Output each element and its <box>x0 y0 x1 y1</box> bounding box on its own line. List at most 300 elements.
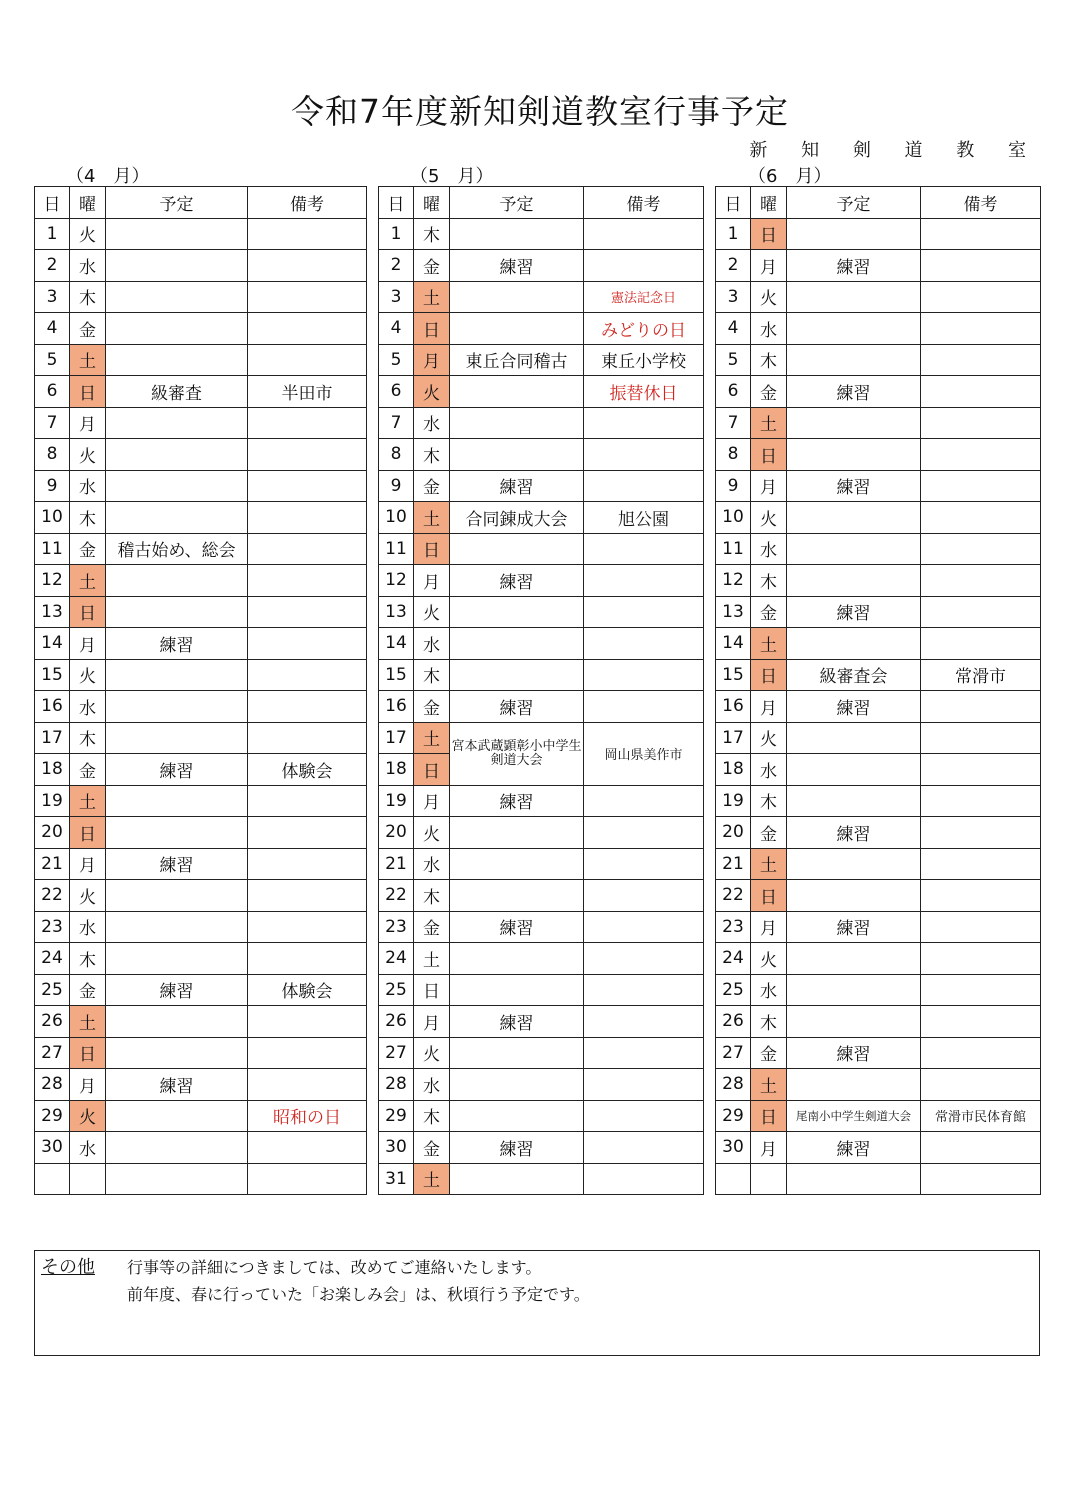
day-cell: 23 <box>716 911 751 943</box>
day-cell: 18 <box>716 754 751 786</box>
schedule-table-april <box>34 186 367 1195</box>
table-row <box>379 691 704 723</box>
day-cell <box>716 1163 751 1195</box>
weekday-cell: 火 <box>751 722 787 754</box>
plan-cell <box>106 250 248 282</box>
table-row <box>35 281 367 313</box>
day-cell: 7 <box>716 407 751 439</box>
weekday-cell: 金 <box>70 974 106 1006</box>
day-cell: 27 <box>35 1037 70 1069</box>
plan-cell <box>787 848 921 880</box>
weekday-cell: 日 <box>751 218 787 250</box>
day-cell: 15 <box>716 659 751 691</box>
day-cell: 6 <box>379 376 414 408</box>
table-row <box>379 439 704 471</box>
day-cell: 16 <box>35 691 70 723</box>
day-cell: 5 <box>379 344 414 376</box>
remarks-cell <box>584 533 704 565</box>
plan-cell: 練習 <box>450 470 584 502</box>
table-row <box>716 722 1041 754</box>
weekday-cell: 火 <box>70 1100 106 1132</box>
day-cell: 29 <box>716 1100 751 1132</box>
day-cell: 3 <box>716 281 751 313</box>
weekday-cell: 土 <box>414 281 450 313</box>
remarks-cell <box>584 1069 704 1101</box>
remarks-cell <box>921 1069 1041 1101</box>
remarks-cell <box>921 407 1041 439</box>
day-cell: 5 <box>35 344 70 376</box>
header-day: 日 <box>716 187 751 219</box>
remarks-cell <box>584 565 704 597</box>
table-row <box>716 250 1041 282</box>
day-cell: 29 <box>35 1100 70 1132</box>
plan-cell: 尾南小中学生剣道大会 <box>787 1100 921 1132</box>
day-cell: 27 <box>379 1037 414 1069</box>
day-cell: 9 <box>35 470 70 502</box>
table-row <box>35 1100 367 1132</box>
table-row <box>35 596 367 628</box>
remarks-cell: 常滑市民体育館 <box>921 1100 1041 1132</box>
day-cell: 17 <box>716 722 751 754</box>
table-row <box>379 596 704 628</box>
table-row <box>35 250 367 282</box>
remarks-cell: 半田市 <box>248 376 367 408</box>
plan-cell <box>787 1069 921 1101</box>
weekday-cell: 月 <box>751 470 787 502</box>
table-row <box>35 344 367 376</box>
day-cell: 8 <box>379 439 414 471</box>
table-row <box>716 911 1041 943</box>
table-row <box>35 628 367 660</box>
weekday-cell: 月 <box>70 1069 106 1101</box>
table-row <box>379 943 704 975</box>
weekday-cell: 月 <box>414 1006 450 1038</box>
day-cell: 14 <box>716 628 751 660</box>
page-title: 令和7年度新知剣道教室行事予定 <box>291 92 789 131</box>
weekday-cell: 土 <box>414 502 450 534</box>
day-cell: 21 <box>35 848 70 880</box>
remarks-cell: 体験会 <box>248 974 367 1006</box>
table-row <box>716 502 1041 534</box>
remarks-cell <box>248 218 367 250</box>
plan-cell: 練習 <box>450 911 584 943</box>
table-row <box>379 218 704 250</box>
remarks-cell <box>584 439 704 471</box>
table-row <box>35 470 367 502</box>
plan-cell: 練習 <box>106 754 248 786</box>
weekday-cell <box>751 1163 787 1195</box>
remarks-cell <box>584 407 704 439</box>
table-row <box>379 502 704 534</box>
plan-cell <box>106 1006 248 1038</box>
weekday-cell: 日 <box>414 754 450 786</box>
weekday-cell: 金 <box>414 911 450 943</box>
remarks-cell <box>921 502 1041 534</box>
day-cell: 27 <box>716 1037 751 1069</box>
plan-cell <box>106 691 248 723</box>
table-row <box>379 376 704 408</box>
remarks-cell <box>921 817 1041 849</box>
day-cell: 11 <box>379 533 414 565</box>
plan-cell <box>787 943 921 975</box>
plan-cell <box>450 407 584 439</box>
schedule-table-may <box>378 186 704 1195</box>
plan-cell: 練習 <box>787 376 921 408</box>
header-remarks: 備考 <box>921 187 1041 219</box>
plan-cell <box>106 596 248 628</box>
remarks-cell <box>248 565 367 597</box>
plan-cell: 練習 <box>450 250 584 282</box>
remarks-cell <box>248 1006 367 1038</box>
day-cell: 19 <box>716 785 751 817</box>
weekday-cell: 水 <box>414 1069 450 1101</box>
plan-cell <box>787 502 921 534</box>
day-cell: 13 <box>35 596 70 628</box>
day-cell: 2 <box>35 250 70 282</box>
weekday-cell: 金 <box>414 470 450 502</box>
weekday-cell: 木 <box>414 439 450 471</box>
plan-cell: 練習 <box>787 470 921 502</box>
remarks-cell: 東丘小学校 <box>584 344 704 376</box>
table-row <box>35 439 367 471</box>
month-label-april: （4 月） <box>66 166 150 187</box>
weekday-cell: 火 <box>414 596 450 628</box>
weekday-cell: 月 <box>70 848 106 880</box>
plan-cell <box>787 313 921 345</box>
day-cell: 15 <box>35 659 70 691</box>
remarks-cell <box>584 470 704 502</box>
weekday-cell: 金 <box>70 533 106 565</box>
table-row <box>716 785 1041 817</box>
weekday-cell: 金 <box>751 596 787 628</box>
table-row <box>379 1163 704 1195</box>
weekday-cell: 土 <box>751 848 787 880</box>
weekday-cell: 水 <box>751 974 787 1006</box>
remarks-cell <box>921 1006 1041 1038</box>
weekday-cell: 水 <box>751 313 787 345</box>
day-cell: 6 <box>716 376 751 408</box>
table-row <box>35 754 367 786</box>
remarks-cell <box>584 1163 704 1195</box>
weekday-cell: 木 <box>751 344 787 376</box>
remarks-cell <box>248 1069 367 1101</box>
weekday-cell: 火 <box>414 376 450 408</box>
weekday-cell: 日 <box>414 313 450 345</box>
table-row <box>35 407 367 439</box>
remarks-cell <box>921 439 1041 471</box>
table-row <box>716 1163 1041 1195</box>
table-row <box>379 1100 704 1132</box>
table-row <box>716 628 1041 660</box>
table-row <box>716 313 1041 345</box>
weekday-cell: 日 <box>414 533 450 565</box>
plan-cell: 級審査 <box>106 376 248 408</box>
plan-cell <box>106 565 248 597</box>
remarks-cell <box>584 628 704 660</box>
day-cell: 20 <box>379 817 414 849</box>
day-cell: 25 <box>379 974 414 1006</box>
day-cell: 28 <box>35 1069 70 1101</box>
day-cell: 26 <box>379 1006 414 1038</box>
weekday-cell: 月 <box>414 565 450 597</box>
table-row <box>716 817 1041 849</box>
table-row <box>35 659 367 691</box>
plan-cell: 練習 <box>106 1069 248 1101</box>
table-row <box>35 1069 367 1101</box>
remarks-cell <box>248 880 367 912</box>
day-cell: 24 <box>35 943 70 975</box>
header-day: 日 <box>35 187 70 219</box>
remarks-cell: 憲法記念日 <box>584 281 704 313</box>
day-cell: 30 <box>716 1132 751 1164</box>
table-row <box>716 533 1041 565</box>
weekday-cell: 月 <box>751 250 787 282</box>
plan-cell <box>106 817 248 849</box>
weekday-cell: 金 <box>414 691 450 723</box>
weekday-cell: 金 <box>70 313 106 345</box>
plan-cell <box>106 218 248 250</box>
table-row <box>716 1100 1041 1132</box>
plan-cell <box>787 1163 921 1195</box>
table-row <box>716 943 1041 975</box>
plan-cell <box>450 1069 584 1101</box>
remarks-cell <box>921 1163 1041 1195</box>
header-weekday: 曜 <box>751 187 787 219</box>
day-cell: 7 <box>35 407 70 439</box>
weekday-cell: 火 <box>70 659 106 691</box>
remarks-cell <box>921 848 1041 880</box>
weekday-cell: 木 <box>70 502 106 534</box>
remarks-cell <box>248 1037 367 1069</box>
day-cell: 16 <box>716 691 751 723</box>
weekday-cell: 火 <box>751 502 787 534</box>
table-row <box>716 1006 1041 1038</box>
day-cell: 19 <box>379 785 414 817</box>
table-row <box>379 407 704 439</box>
day-cell: 13 <box>379 596 414 628</box>
table-row <box>35 533 367 565</box>
remarks-cell: 昭和の日 <box>248 1100 367 1132</box>
plan-cell: 練習 <box>450 785 584 817</box>
remarks-cell <box>921 943 1041 975</box>
day-cell: 1 <box>716 218 751 250</box>
plan-cell: 練習 <box>787 817 921 849</box>
day-cell: 17 <box>35 722 70 754</box>
remarks-cell <box>921 313 1041 345</box>
day-cell: 10 <box>35 502 70 534</box>
weekday-cell: 木 <box>414 880 450 912</box>
table-row <box>35 911 367 943</box>
plan-cell <box>787 565 921 597</box>
day-cell: 25 <box>716 974 751 1006</box>
day-cell: 20 <box>716 817 751 849</box>
remarks-cell <box>921 1037 1041 1069</box>
table-row <box>716 880 1041 912</box>
plan-cell: 練習 <box>787 911 921 943</box>
remarks-cell <box>921 250 1041 282</box>
weekday-cell: 土 <box>414 722 450 754</box>
table-row <box>35 313 367 345</box>
plan-cell <box>787 533 921 565</box>
table-row <box>716 1132 1041 1164</box>
day-cell: 2 <box>379 250 414 282</box>
weekday-cell: 木 <box>70 281 106 313</box>
plan-cell: 練習 <box>450 1006 584 1038</box>
header-remarks: 備考 <box>248 187 367 219</box>
weekday-cell: 木 <box>70 943 106 975</box>
weekday-cell: 火 <box>751 281 787 313</box>
table-row <box>379 659 704 691</box>
weekday-cell: 土 <box>70 565 106 597</box>
plan-cell <box>106 722 248 754</box>
remarks-cell <box>584 691 704 723</box>
remarks-cell <box>248 1132 367 1164</box>
plan-cell: 級審査会 <box>787 659 921 691</box>
remarks-cell <box>921 754 1041 786</box>
day-cell: 26 <box>716 1006 751 1038</box>
table-row <box>35 1006 367 1038</box>
day-cell: 24 <box>379 943 414 975</box>
header-remarks: 備考 <box>584 187 704 219</box>
table-row <box>379 880 704 912</box>
weekday-cell: 火 <box>414 817 450 849</box>
remarks-cell <box>921 691 1041 723</box>
day-cell: 25 <box>35 974 70 1006</box>
plan-cell <box>787 1006 921 1038</box>
weekday-cell: 金 <box>414 250 450 282</box>
plan-cell <box>106 502 248 534</box>
day-cell: 17 <box>379 722 414 754</box>
remarks-cell <box>248 502 367 534</box>
plan-cell: 合同錬成大会 <box>450 502 584 534</box>
plan-cell <box>787 218 921 250</box>
table-row <box>379 281 704 313</box>
weekday-cell: 日 <box>70 596 106 628</box>
plan-cell <box>787 974 921 1006</box>
plan-cell <box>450 880 584 912</box>
remarks-cell: 体験会 <box>248 754 367 786</box>
table-row <box>379 817 704 849</box>
day-cell: 19 <box>35 785 70 817</box>
table-row <box>379 533 704 565</box>
plan-cell <box>106 1163 248 1195</box>
remarks-cell <box>921 470 1041 502</box>
day-cell: 28 <box>716 1069 751 1101</box>
weekday-cell: 水 <box>751 533 787 565</box>
table-row <box>35 817 367 849</box>
table-row <box>716 691 1041 723</box>
remarks-cell: 常滑市 <box>921 659 1041 691</box>
day-cell: 28 <box>379 1069 414 1101</box>
remarks-cell <box>584 218 704 250</box>
weekday-cell: 土 <box>751 628 787 660</box>
plan-cell <box>450 439 584 471</box>
weekday-cell: 土 <box>414 1163 450 1195</box>
table-row <box>35 974 367 1006</box>
remarks-cell <box>921 533 1041 565</box>
day-cell: 7 <box>379 407 414 439</box>
table-row <box>716 407 1041 439</box>
table-row <box>716 344 1041 376</box>
weekday-cell: 水 <box>751 754 787 786</box>
remarks-cell <box>584 659 704 691</box>
weekday-cell: 水 <box>414 848 450 880</box>
plan-cell <box>450 659 584 691</box>
day-cell <box>35 1163 70 1195</box>
remarks-cell <box>248 1163 367 1195</box>
remarks-cell <box>921 281 1041 313</box>
plan-cell <box>106 1100 248 1132</box>
weekday-cell: 月 <box>414 785 450 817</box>
remarks-cell <box>584 1132 704 1164</box>
notes-heading: その他 <box>41 1257 95 1278</box>
weekday-cell: 水 <box>70 911 106 943</box>
remarks-cell <box>584 911 704 943</box>
day-cell: 12 <box>716 565 751 597</box>
plan-cell <box>787 344 921 376</box>
remarks-cell: みどりの日 <box>584 313 704 345</box>
day-cell: 21 <box>379 848 414 880</box>
remarks-cell <box>921 1132 1041 1164</box>
table-row <box>35 376 367 408</box>
weekday-cell: 水 <box>70 250 106 282</box>
plan-cell: 稽古始め、総会 <box>106 533 248 565</box>
header-weekday: 曜 <box>414 187 450 219</box>
weekday-cell: 土 <box>70 1006 106 1038</box>
plan-cell: 練習 <box>106 848 248 880</box>
plan-cell: 練習 <box>787 691 921 723</box>
table-row <box>379 974 704 1006</box>
remarks-cell <box>584 817 704 849</box>
table-row <box>379 1006 704 1038</box>
day-cell: 10 <box>379 502 414 534</box>
weekday-cell: 金 <box>414 1132 450 1164</box>
remarks-cell <box>584 974 704 1006</box>
day-cell: 18 <box>35 754 70 786</box>
plan-cell <box>106 1037 248 1069</box>
day-cell: 2 <box>716 250 751 282</box>
plan-cell: 練習 <box>787 1132 921 1164</box>
remarks-cell <box>921 880 1041 912</box>
month-label-june: （6 月） <box>748 166 832 187</box>
day-cell: 14 <box>35 628 70 660</box>
remarks-cell <box>248 281 367 313</box>
remarks-cell <box>248 628 367 660</box>
day-cell: 1 <box>35 218 70 250</box>
table-row <box>379 1069 704 1101</box>
table-row <box>716 1037 1041 1069</box>
day-cell: 3 <box>35 281 70 313</box>
table-row <box>716 974 1041 1006</box>
remarks-cell <box>921 628 1041 660</box>
header-plan: 予定 <box>787 187 921 219</box>
plan-cell <box>106 313 248 345</box>
day-cell: 6 <box>35 376 70 408</box>
plan-cell <box>450 848 584 880</box>
weekday-cell: 日 <box>751 880 787 912</box>
plan-cell <box>450 1163 584 1195</box>
table-row <box>379 722 704 754</box>
remarks-cell <box>248 911 367 943</box>
day-cell: 4 <box>379 313 414 345</box>
day-cell: 3 <box>379 281 414 313</box>
plan-cell <box>787 407 921 439</box>
remarks-cell <box>248 659 367 691</box>
day-cell: 30 <box>379 1132 414 1164</box>
weekday-cell: 土 <box>70 785 106 817</box>
weekday-cell: 木 <box>414 659 450 691</box>
weekday-cell: 水 <box>414 628 450 660</box>
